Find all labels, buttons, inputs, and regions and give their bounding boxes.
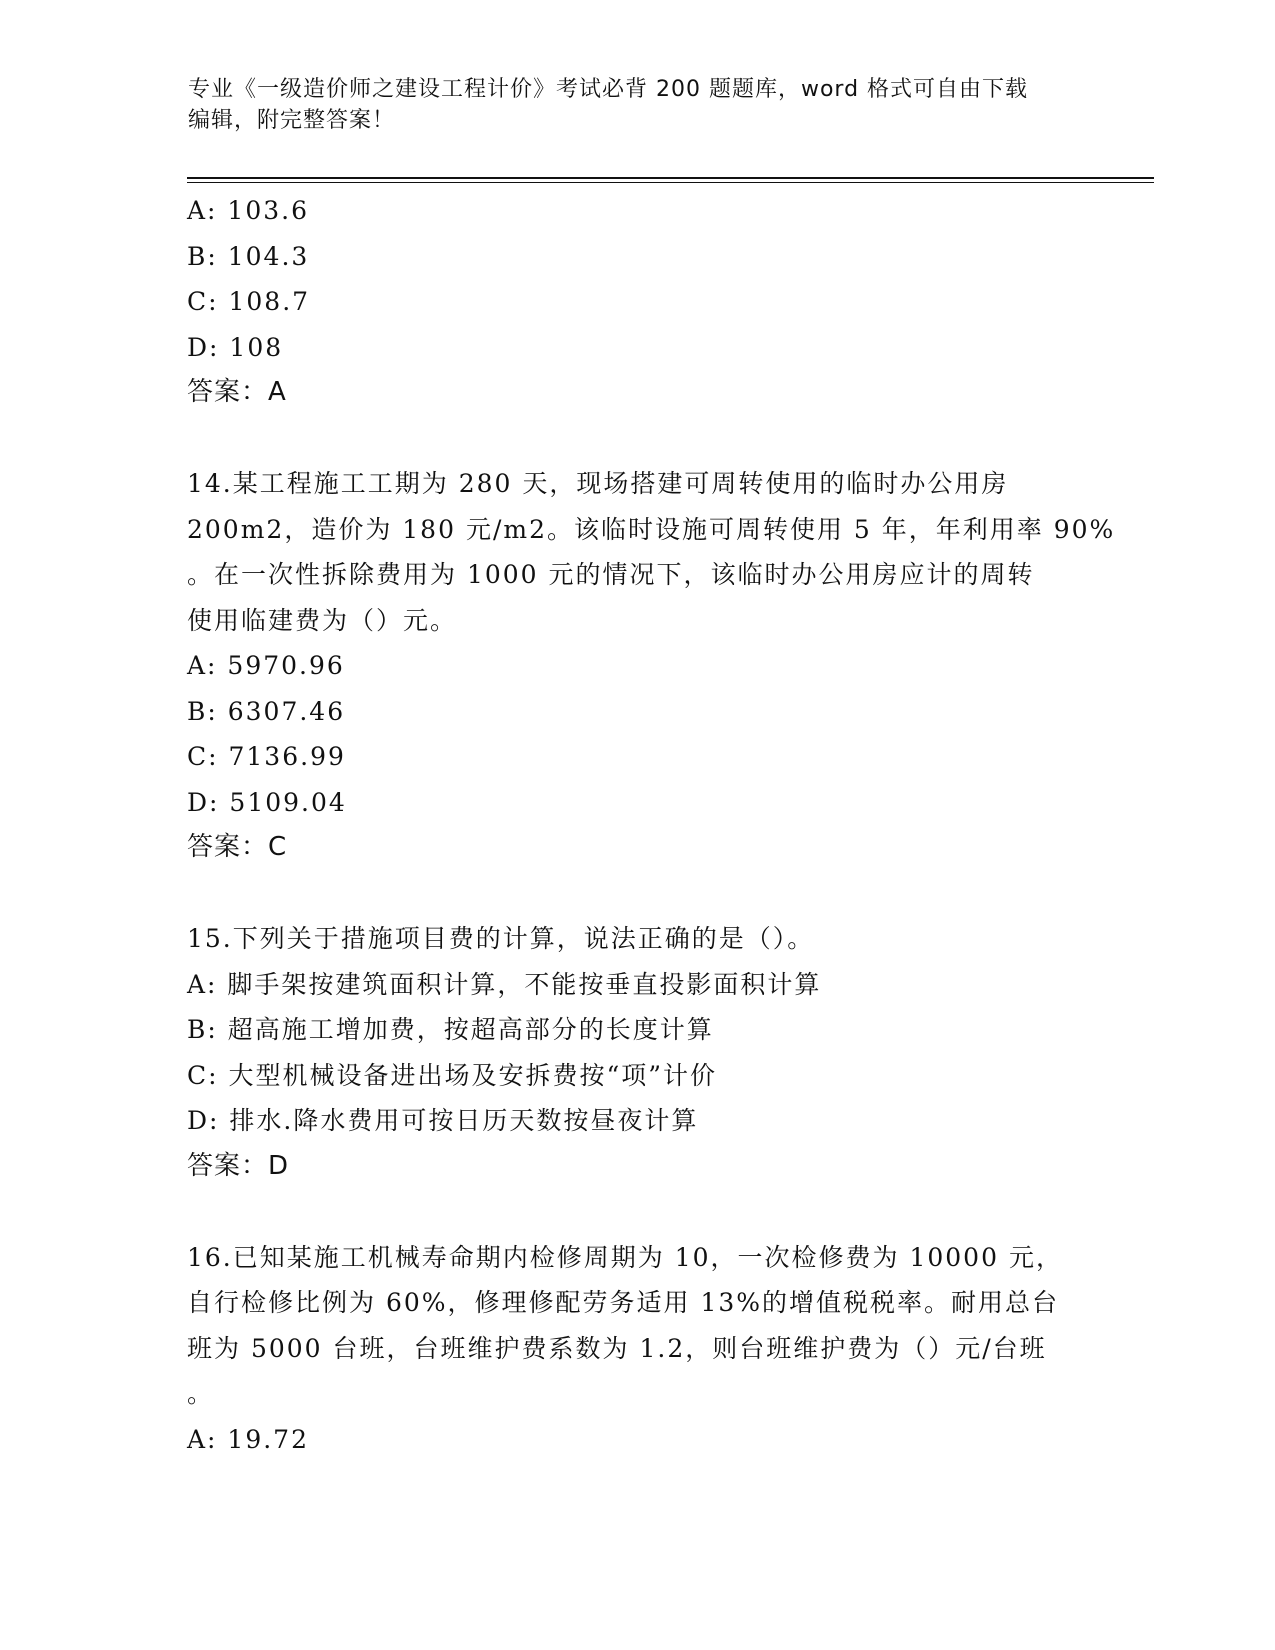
option-b: B: 104.3 [187, 241, 310, 271]
answer-line: 答案：A [187, 377, 287, 407]
question-15 [187, 916, 1087, 1189]
spacer [187, 871, 1087, 917]
question-14 [187, 461, 1116, 871]
question-stem-line: 。在一次性拆除费用为 1000 元的情况下，该临时办公用房应计的周转 [187, 560, 1035, 589]
question-stem-line: 。 [187, 1379, 215, 1408]
option-b: B: 超高施工增加费，按超高部分的长度计算 [187, 1015, 714, 1044]
answer-line: 答案：C [187, 832, 288, 862]
question-stem-line: 14.某工程施工工期为 280 天，现场搭建可周转使用的临时办公用房 [187, 469, 1009, 498]
question-stem-line: 班为 5000 台班，台班维护费系数为 1.2，则台班维护费为（）元/台班 [187, 1333, 1047, 1363]
question-list [187, 188, 1116, 1462]
option-d: D: 5109.04 [187, 787, 347, 817]
option-b: B: 6307.46 [187, 696, 346, 726]
option-c: C: 大型机械设备进出场及安拆费按“项”计价 [187, 1060, 718, 1090]
option-a: A: 5970.96 [187, 651, 345, 680]
option-d: D: 排水.降水费用可按日历天数按昼夜计算 [187, 1106, 699, 1135]
question-stem-line: 使用临建费为（）元。 [187, 605, 458, 635]
option-c: C: 108.7 [187, 287, 311, 316]
spacer [187, 1189, 1087, 1235]
option-c: C: 7136.99 [187, 742, 346, 771]
question-stem-line: 15.下列关于措施项目费的计算，说法正确的是（）。 [187, 924, 815, 953]
header-line-2: 编辑，附完整答案！ [188, 108, 396, 133]
document-header [188, 74, 1088, 136]
option-d: D: 108 [187, 332, 284, 362]
header-line-1: 专业《一级造价师之建设工程计价》考试必背 200 题题库，word 格式可自由下载 [188, 77, 1029, 102]
answer-line: 答案：D [187, 1150, 290, 1181]
question-13 [187, 188, 1087, 416]
header-rule-thick [187, 177, 1154, 179]
question-stem-line: 16.已知某施工机械寿命期内检修周期为 10，一次检修费为 10000 元， [187, 1242, 1063, 1272]
option-a: A: 103.6 [187, 196, 309, 225]
question-stem-line: 200m2，造价为 180 元/m2。该临时设施可周转使用 5 年，年利用率 90% [187, 514, 1116, 544]
question-16 [187, 1235, 1087, 1463]
option-a: A: 19.72 [187, 1424, 309, 1454]
header-rule-thin [187, 182, 1154, 183]
question-stem-line: 自行检修比例为 60%，修理修配劳务适用 13%的增值税税率。耐用总台 [187, 1288, 1060, 1317]
option-a: A: 脚手架按建筑面积计算，不能按垂直投影面积计算 [187, 969, 822, 999]
spacer [187, 416, 1087, 462]
